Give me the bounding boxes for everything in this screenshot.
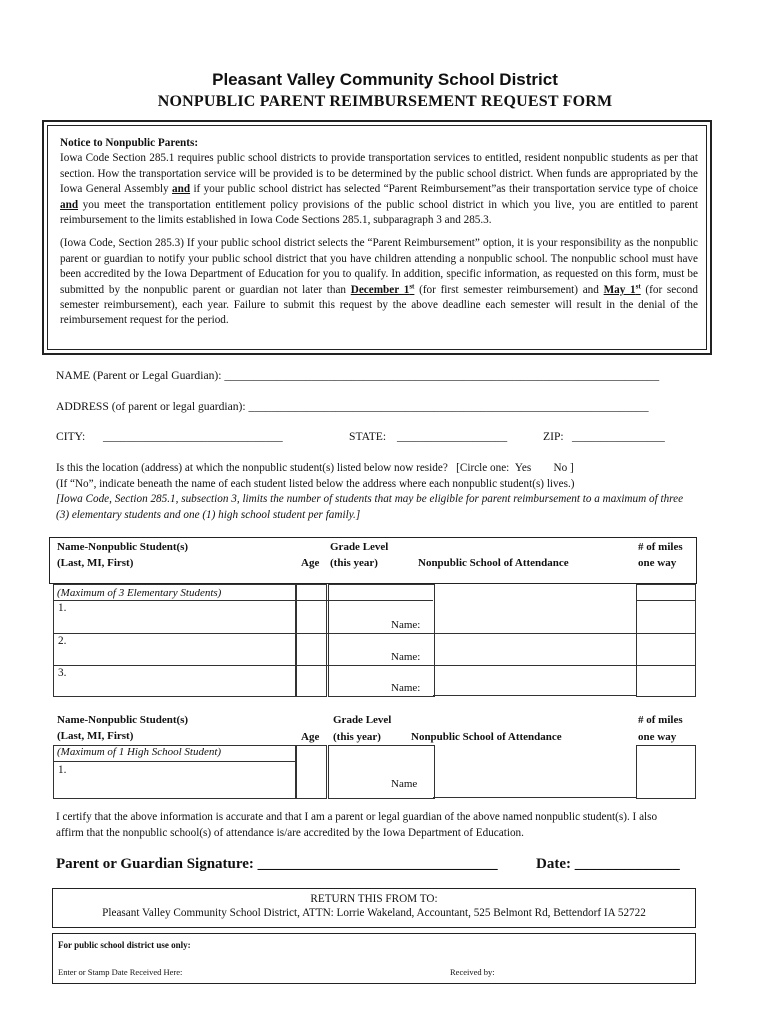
row-number: 2.: [58, 635, 67, 647]
office-use-box: [52, 933, 696, 984]
col-miles-sub: one way: [638, 557, 677, 569]
code-limit-note: [Iowa Code, Section 285.1, subsection 3, limits the number of students that may be eligible for parent reimbursement to a maximum of three (3) elementary students and one (1) high school student per family.]: [56, 493, 684, 521]
hs-col-student-name: Name-Nonpublic Student(s): [57, 714, 189, 726]
form-title: NONPUBLIC PARENT REIMBURSEMENT REQUEST FORM: [157, 93, 613, 110]
address-field[interactable]: ADDRESS (of parent or legal guardian): _____________________________________________________________________: [56, 400, 649, 413]
date-field[interactable]: Date: ______________: [536, 856, 680, 872]
col-age: Age: [301, 557, 320, 569]
school-name-label: Name:: [391, 682, 421, 694]
notice-paragraph-1: [60, 136, 698, 228]
notice-paragraph-2: [60, 236, 698, 328]
certification-statement: I certify that the above information is accurate and that I am a parent or legal guardian of the above named nonpublic student(s). I also affirm that the nonpublic school(s) of attendance is/are accredited by the Iowa Department of Education.: [56, 811, 658, 839]
hs-col-grade: Grade Level: [333, 714, 392, 726]
hs-col-miles: # of miles: [638, 714, 683, 726]
residence-question: Is this the location (address) at which the nonpublic student(s) listed below now reside? [Circle one: Yes No ]: [56, 462, 574, 474]
date-received-field[interactable]: Enter or Stamp Date Received Here:: [58, 967, 183, 977]
city-label: CITY:: [56, 430, 86, 443]
state-field[interactable]: ___________________: [397, 430, 508, 443]
notice-p2-text: (Iowa Code, Section 285.3) If your public school district selects the “Parent Reimbursement” option, it is your responsibility as the nonpublic parent or guardian to notify your public school district that you have children attending a nonpublic school. The nonpublic school must have been accredited by the Iowa Department of Education for you to qualify. In addition, specific information, as requested on this form, must be submitted by the nonpublic parent or guardian not later than: [60, 237, 698, 296]
hs-age-cell[interactable]: [296, 745, 327, 799]
high-school-table: [50, 745, 696, 798]
zip-label: ZIP:: [543, 430, 564, 443]
hs-miles-cell[interactable]: [636, 745, 696, 799]
signature-field[interactable]: Parent or Guardian Signature: ________________________________: [56, 856, 498, 872]
notice-heading: Notice to Nonpublic Parents:: [60, 137, 199, 149]
col-miles: # of miles: [638, 541, 683, 553]
parent-name-field[interactable]: NAME (Parent or Legal Guardian): ___________________________________________________________________________: [56, 369, 660, 382]
hs-col-grade-sub: (this year): [333, 731, 381, 743]
col-school: Nonpublic School of Attendance: [418, 557, 569, 569]
notice-box: [42, 120, 712, 355]
return-address: Pleasant Valley Community School District, ATTN: Lorrie Wakeland, Accountant, 525 Belmont Rd, Bettendorf IA 52722: [102, 907, 646, 919]
col-grade-sub: (this year): [330, 557, 378, 569]
deadline-december: December 1st: [350, 281, 415, 296]
office-use-heading: For public school district use only:: [58, 940, 191, 950]
row-number: 1.: [58, 602, 67, 614]
hs-col-student-name-sub: (Last, MI, First): [57, 730, 134, 742]
district-name: Pleasant Valley Community School District: [212, 70, 558, 89]
notice-p2-text: (for second semester reimbursement), each year. Failure to submit this request by the above deadline each semester will result in the denial of the reimbursement request for the period.: [60, 283, 698, 327]
and-emphasis: and: [60, 198, 79, 211]
and-emphasis: and: [172, 183, 191, 196]
return-to-box: [52, 888, 696, 928]
city-field[interactable]: _______________________________: [103, 430, 283, 443]
state-label: STATE:: [349, 430, 387, 443]
col-student-name: Name-Nonpublic Student(s): [57, 541, 189, 553]
school-name-label: Name:: [391, 651, 421, 663]
notice-p1-text: you meet the transportation entitlement policy provisions of the public school district in which you live, you are entitled to parent reimbursement to the limits established in Iowa Code Sections 285.1, subparagraph 3 and 285.3.: [60, 198, 698, 227]
elementary-max-note: (Maximum of 3 Elementary Students): [57, 587, 222, 599]
school-name-label: Name: [391, 778, 418, 790]
hs-col-age: Age: [301, 731, 320, 743]
notice-p1-text: if your public school district has selected “Parent Reimbursement”as their transportation service type of choice: [190, 183, 698, 196]
zip-field[interactable]: ________________: [572, 430, 665, 443]
row-number: 1.: [58, 764, 67, 776]
row-number: 3.: [58, 667, 67, 679]
hs-col-school: Nonpublic School of Attendance: [411, 731, 562, 743]
yes-option[interactable]: Yes: [514, 462, 532, 474]
col-grade: Grade Level: [330, 541, 389, 553]
no-option[interactable]: No ]: [553, 462, 574, 474]
return-heading: RETURN THIS FROM TO:: [310, 893, 438, 905]
if-no-instruction: (If “No”, indicate beneath the name of each student listed below the address where each nonpublic student(s) lives.): [56, 478, 575, 490]
notice-p2-text: (for first semester reimbursement) and: [414, 283, 604, 296]
notice-p1-text: Iowa Code Section 285.1 requires public school districts to provide transportation services to entitled, resident nonpublic students as per that section. How the transportation service will be provided is to be determined by the public school district. When funds are appropriated by the Iowa General Assembly: [60, 152, 698, 196]
col-student-name-sub: (Last, MI, First): [57, 557, 134, 569]
deadline-may: May 1st: [603, 281, 641, 296]
elementary-table-body: [50, 584, 696, 696]
hs-max-note: (Maximum of 1 High School Student): [57, 746, 222, 758]
school-name-label: Name:: [391, 619, 421, 631]
hs-col-miles-sub: one way: [638, 731, 677, 743]
received-by-field[interactable]: Received by:: [450, 967, 495, 977]
hs-grade-cell[interactable]: [328, 745, 435, 799]
